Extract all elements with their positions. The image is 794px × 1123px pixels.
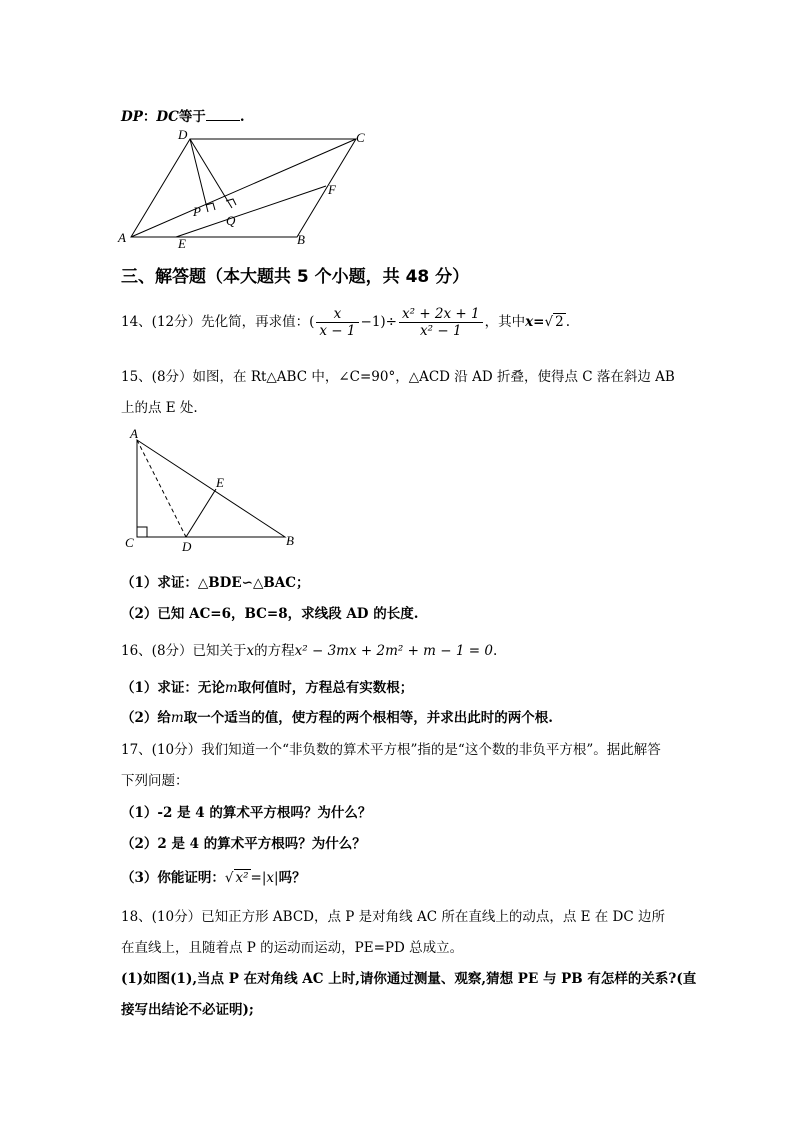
triangle-abc (137, 440, 285, 537)
q18-line2: 在直线上，且随着点 P 的运动而运动，PE=PD 总成立。 (121, 940, 464, 956)
line-dp (190, 139, 208, 212)
q17-sub2: （2）2 是 4 的算术平方根吗？为什么？ (121, 836, 366, 852)
label-q: Q (226, 213, 236, 228)
q18-line4: 接写出结论不必证明); (121, 1002, 254, 1018)
q14 (121, 306, 570, 339)
q17-eq: = (250, 870, 262, 886)
q17-radicand: x² (235, 870, 249, 886)
label-p: P (193, 204, 201, 219)
q16-sub1-b: 取何值时，方程总有实数根； (237, 680, 414, 696)
line-dq (190, 139, 232, 208)
q16-sub2 (121, 706, 553, 726)
label-a: A (118, 230, 126, 245)
q14-head: 14、(12分）先化简，再求值： (121, 314, 310, 330)
q16-end: . (492, 643, 498, 659)
q17-sqrt: √ x² (224, 870, 249, 886)
q14-end: . (565, 314, 570, 330)
line-de (186, 489, 216, 537)
label-d: D (182, 539, 192, 554)
right-triangle-figure (120, 425, 310, 555)
q16-sub1-m: m (224, 680, 238, 696)
q16-head: 16、(8分）已知关于 (121, 643, 247, 659)
q14-tail: ，其中 (484, 314, 526, 330)
q14-fraction-2 (399, 306, 483, 339)
q16 (121, 639, 497, 659)
q14-sqrt: √ 2 (544, 314, 564, 330)
q16-equation: x² − 3mx + 2m² + m − 1 = 0 (294, 643, 493, 659)
q14-minus1: −1)÷ (360, 314, 397, 330)
q17-sub3 (121, 866, 306, 886)
line-ac (131, 139, 356, 237)
q14-var: x (525, 314, 534, 330)
q16-sub2-b: 取一个适当的值，使方程的两个根相等，并求出此时的两个根. (183, 710, 553, 726)
label-a: A (130, 426, 138, 441)
right-angle-c (137, 527, 147, 537)
q15-sub2: （2）已知 AC=6，BC=8，求线段 AD 的长度. (121, 606, 419, 622)
q15-sub1: （1）求证：△BDE∽△BAC； (121, 575, 310, 591)
q13-end: . (239, 109, 245, 125)
q13-dc: DC (156, 109, 179, 125)
label-e: E (216, 475, 224, 490)
fold-line-ad (137, 440, 186, 537)
label-e: E (178, 236, 186, 251)
q17-line1: 17、(10分）我们知道一个“非负数的算术平方根”指的是“这个数的非负平方根”。据此解答 (121, 742, 661, 758)
q14-fraction-1 (316, 306, 358, 339)
label-b: B (297, 232, 305, 247)
q16-sub1-a: （1）求证：无论 (121, 680, 225, 696)
q14-f2-den: x² − 1 (420, 323, 462, 339)
q14-eq: = (533, 314, 545, 330)
q17-sub1: （1）-2 是 4 的算术平方根吗？为什么？ (121, 805, 372, 821)
q14-f1-num: x (316, 306, 358, 323)
q15-line1: 15、(8分）如图，在 Rt△ABC 中，∠C=90°，△ACD 沿 AD 折叠，使得点 C 落在斜边 AB (121, 369, 675, 385)
label-d: D (178, 127, 188, 142)
q16-sub2-a: （2）给 (121, 710, 171, 726)
q17-abs-var: x (266, 870, 275, 886)
q13-dp: DP (121, 109, 143, 125)
q14-lp: ( (309, 314, 315, 330)
label-b: B (286, 533, 294, 548)
q18-line3: (1)如图(1),当点 P 在对角线 AC 上时,请你通过测量、观察,猜想 PE 与 PB 有怎样的关系?(直 (121, 971, 697, 987)
q16-mid: 的方程 (254, 643, 295, 659)
q17-line2: 下列问题： (121, 773, 189, 789)
q13-text: 等于 (178, 109, 206, 125)
label-c: C (125, 535, 134, 550)
parallelogram-figure (110, 124, 380, 254)
q14-radicand: 2 (555, 314, 564, 330)
q13-colon: ： (142, 109, 157, 125)
answer-blank (206, 109, 240, 121)
label-f: F (328, 182, 336, 197)
label-c: C (356, 130, 365, 145)
q13-answer-line (121, 105, 245, 125)
q15-line2: 上的点 E 处. (121, 400, 198, 416)
q16-sub2-m: m (170, 710, 184, 726)
section-heading: 三、解答题（本大题共 5 个小题，共 48 分） (121, 267, 470, 287)
q14-f2-num: x² + 2x + 1 (399, 306, 483, 323)
q17-sub3-a: （3）你能证明： (121, 870, 225, 886)
q16-var: x (246, 643, 255, 659)
q14-f1-den: x − 1 (319, 323, 356, 339)
q17-sub3-b: 吗？ (278, 870, 306, 886)
q18-line1: 18、(10分）已知正方形 ABCD，点 P 是对角线 AC 所在直线上的动点，点 E 在 DC 边所 (121, 909, 665, 925)
q17-abs: |x| (261, 870, 279, 886)
q16-sub1 (121, 676, 413, 696)
